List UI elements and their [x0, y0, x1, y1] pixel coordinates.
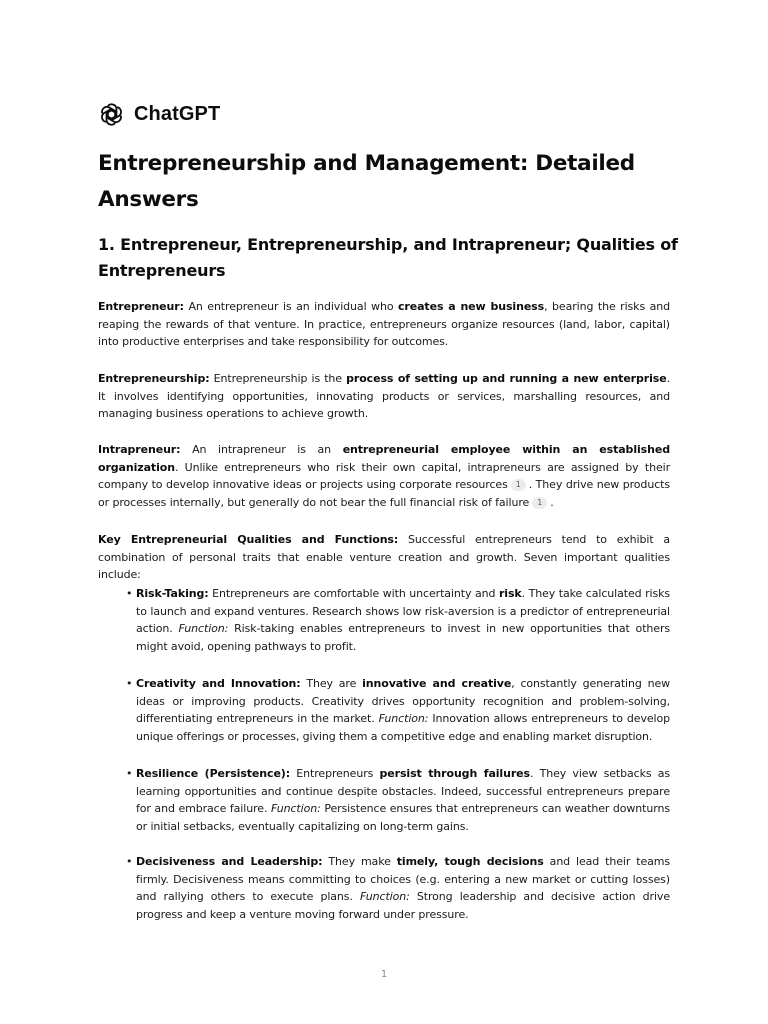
function-label: Function:: [178, 622, 229, 635]
citation-badge[interactable]: 1: [532, 497, 547, 509]
text-run: Risk-taking enables entrepreneurs to invest in new opportunities that others might avoid, opening pathways to profit.: [136, 622, 670, 653]
bullet-marker: •: [126, 677, 133, 690]
function-label: Function:: [270, 802, 321, 815]
function-label: Function:: [378, 712, 429, 725]
bold-text: process of setting up and running a new enterprise: [346, 372, 667, 385]
bold-text: timely, tough decisions: [396, 855, 544, 868]
function-label: Function:: [359, 890, 410, 903]
citation-badge[interactable]: 1: [511, 479, 526, 491]
bold-text: creates a new business: [398, 300, 545, 313]
text-run: Entrepreneurship is the: [209, 372, 347, 385]
openai-logo-icon: [98, 101, 125, 128]
list-item: [126, 853, 670, 923]
text-run: Entrepreneurs: [290, 767, 380, 780]
item-label: Creativity and Innovation:: [136, 677, 301, 690]
list-item: [126, 765, 670, 835]
list-item: [126, 585, 670, 655]
text-run: They are: [300, 677, 363, 690]
text-run: An intrapreneur is an: [180, 443, 343, 456]
text-run: Persistence ensures that entrepreneurs can weather downturns or initial setbacks, eventually capitalizing on long-term gains.: [136, 802, 670, 833]
item-label: Risk-Taking:: [136, 587, 209, 600]
text-run: Successful entrepreneurs tend to exhibit a combination of personal traits that enable venture creation and growth. Seven important qualities include:: [98, 533, 670, 581]
list-item: [126, 675, 670, 745]
text-run: . They drive new products or processes internally, but generally do not bear the full financial risk of failure: [98, 478, 670, 509]
page-number: 1: [380, 969, 388, 980]
term-label: Entrepreneur:: [98, 300, 184, 313]
text-run: They make: [322, 855, 397, 868]
bullet-marker: •: [126, 855, 133, 868]
paragraph-qualities: [98, 531, 670, 584]
text-run: . It involves identifying opportunities, innovating products or services, marshalling resources, and managing business operations to achieve growth.: [98, 372, 670, 420]
paragraph-entrepreneur: [98, 298, 670, 351]
text-run: Strong leadership and decisive action drive progress and keep a venture moving forward under pressure.: [136, 890, 670, 921]
term-label: Entrepreneurship:: [98, 372, 210, 385]
text-run: Entrepreneurs are comfortable with uncertainty and: [208, 587, 499, 600]
text-run: . Unlike entrepreneurs who risk their own capital, intrapreneurs are assigned by their company to develop innovative ideas or projects using corporate resources: [98, 460, 670, 491]
bullet-marker: •: [126, 587, 133, 600]
brand-header: [98, 100, 220, 128]
bold-text: persist through failures: [379, 767, 530, 780]
item-label: Decisiveness and Leadership:: [136, 855, 323, 868]
brand-name: ChatGPT: [134, 102, 221, 125]
bold-text: innovative and creative: [362, 677, 512, 690]
term-label: Intrapreneur:: [98, 443, 181, 456]
term-label: Key Entrepreneurial Qualities and Functions:: [98, 533, 399, 546]
text-run: .: [550, 495, 554, 509]
section-heading: 1. Entrepreneur, Entrepreneurship, and Intrapreneur; Qualities of Entrepreneurs: [98, 235, 678, 280]
item-label: Resilience (Persistence):: [136, 767, 291, 780]
bullet-marker: •: [126, 767, 133, 780]
bold-text: entrepreneurial employee within an established organization: [98, 443, 670, 474]
document-title: Entrepreneurship and Management: Detailed Answers: [98, 151, 635, 212]
text-run: and lead their teams firmly. Decisiveness means committing to choices (e.g. entering a new market or cutting losses) and rallying others to execute plans.: [136, 855, 671, 903]
text-run: Innovation allows entrepreneurs to develop unique offerings or processes, giving them a competitive edge and enabling market disruption.: [136, 712, 670, 743]
bold-text: risk: [498, 587, 522, 600]
text-run: An entrepreneur is an individual who: [183, 300, 398, 313]
paragraph-entrepreneurship: [98, 370, 670, 423]
text-run: , constantly generating new ideas or improving products. Creativity drives opportunity recognition and problem-solving, differentiating entrepreneurs in the market.: [136, 677, 671, 725]
text-run: , bearing the risks and reaping the rewards of that venture. In practice, entrepreneurs organize resources (land, labor, capital) into productive enterprises and take responsibility for outcomes.: [98, 300, 671, 348]
paragraph-intrapreneur: [98, 441, 670, 511]
text-run: . They take calculated risks to launch and expand ventures. Research shows low risk-aversion is a predictor of entrepreneurial action.: [136, 587, 670, 635]
text-run: . They view setbacks as learning opportunities and continue despite obstacles. Indeed, successful entrepreneurs prepare for and embrace failure.: [136, 767, 671, 815]
